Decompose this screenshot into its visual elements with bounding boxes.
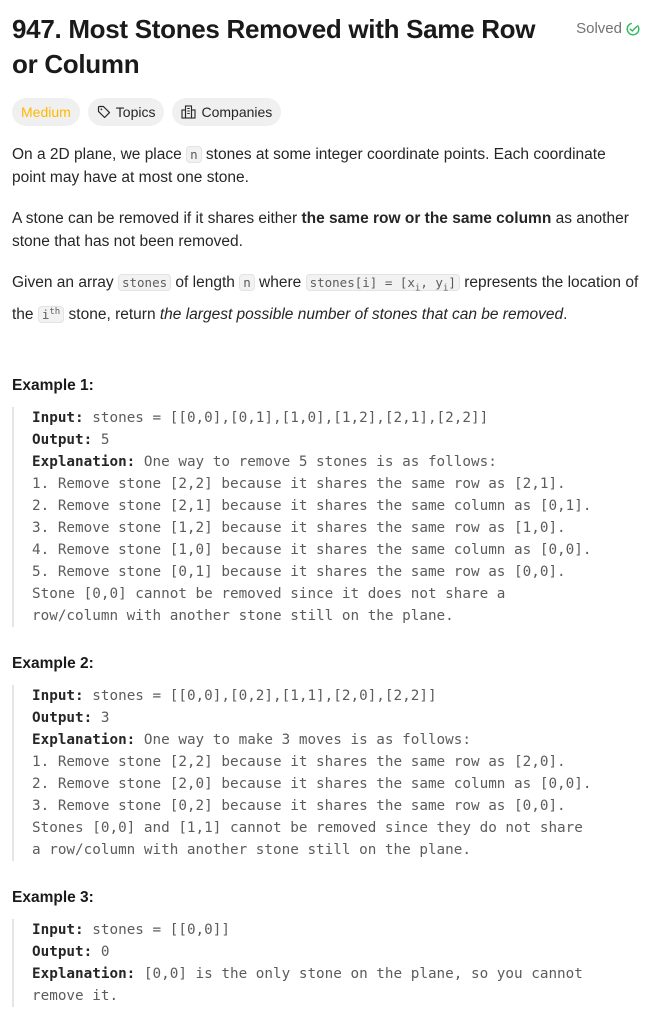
example-code-block: Input: stones = [[0,0],[0,1],[1,0],[1,2],[2,1],[2,2]] Output: 5 Explanation: One way to remove 5 stones is as follows: 1. Remove stone [2,2] because it shares the same row as [2,1]. 2. Remove stone [2,1] because it shares the same column as [0,1]. 3. Remove stone [1,2] because it shares the same row as [1,0]. 4. Remove stone [1,0] because it shares the same column as [0,0]. 5. Remove stone [0,1] because it shares the same row as [0,0]. Stone [0,0] cannot be removed since it does not share a row/column with another stone still on the plane.: [12, 407, 640, 627]
topics-button[interactable]: [88, 98, 165, 126]
example-title: Example 1:: [12, 377, 94, 394]
problem-description-panel: [12, 0, 640, 1004]
difficulty-label: Medium: [21, 104, 71, 120]
inline-code: n: [186, 146, 202, 163]
difficulty-badge: [12, 98, 80, 126]
description-paragraph-2: A stone can be removed if it shares either the same row or the same column as another stone that has not been removed.: [12, 210, 629, 250]
check-circle-icon: [626, 22, 640, 36]
example-title: Example 3:: [12, 889, 94, 906]
inline-code: n: [239, 274, 255, 291]
tag-icon: [97, 105, 111, 119]
example-2: [12, 655, 640, 861]
example-code-block: Input: stones = [[0,0]] Output: 0 Explanation: [0,0] is the only stone on the plane, so you cannot remove it.: [12, 919, 640, 1007]
title-row: [12, 12, 640, 82]
topics-label: Topics: [115, 104, 156, 120]
tag-row: [12, 98, 640, 126]
inline-code: stones: [118, 274, 171, 291]
description-paragraph-1: On a 2D plane, we place n stones at some integer coordinate points. Each coordinate point may have at most one stone.: [12, 146, 606, 186]
companies-label: Companies: [201, 104, 273, 120]
example-3: [12, 889, 640, 1007]
description-paragraph-3: Given an array stones of length n where stones[i] = [$x_i$, $y_i$] represents the location of the $i^{th}$ stone, return the largest possible number of stones that can be removed.: [12, 274, 639, 323]
solved-status: [576, 20, 640, 37]
companies-button[interactable]: [172, 98, 281, 126]
example-code-block: Input: stones = [[0,0],[0,2],[1,1],[2,0],[2,2]] Output: 3 Explanation: One way to make 3 moves is as follows: 1. Remove stone [2,2] because it shares the same row as [2,0]. 2. Remove stone [2,0] because it shares the same column as [0,0]. 3. Remove stone [0,2] because it shares the same row as [0,0]. Stones [0,0] and [1,1] cannot be removed since they do not share a row/column with another stone still on the plane.: [12, 685, 640, 861]
building-icon: [181, 105, 196, 119]
problem-title[interactable]: 947. Most Stones Removed with Same Row or Column: [12, 14, 536, 79]
solved-label: Solved: [576, 20, 622, 37]
inline-code: stones[i] = [$x_i$, $y_i$]: [306, 274, 460, 291]
example-1: [12, 377, 640, 627]
inline-code: $i^{th}$: [38, 306, 64, 323]
example-title: Example 2:: [12, 655, 94, 672]
